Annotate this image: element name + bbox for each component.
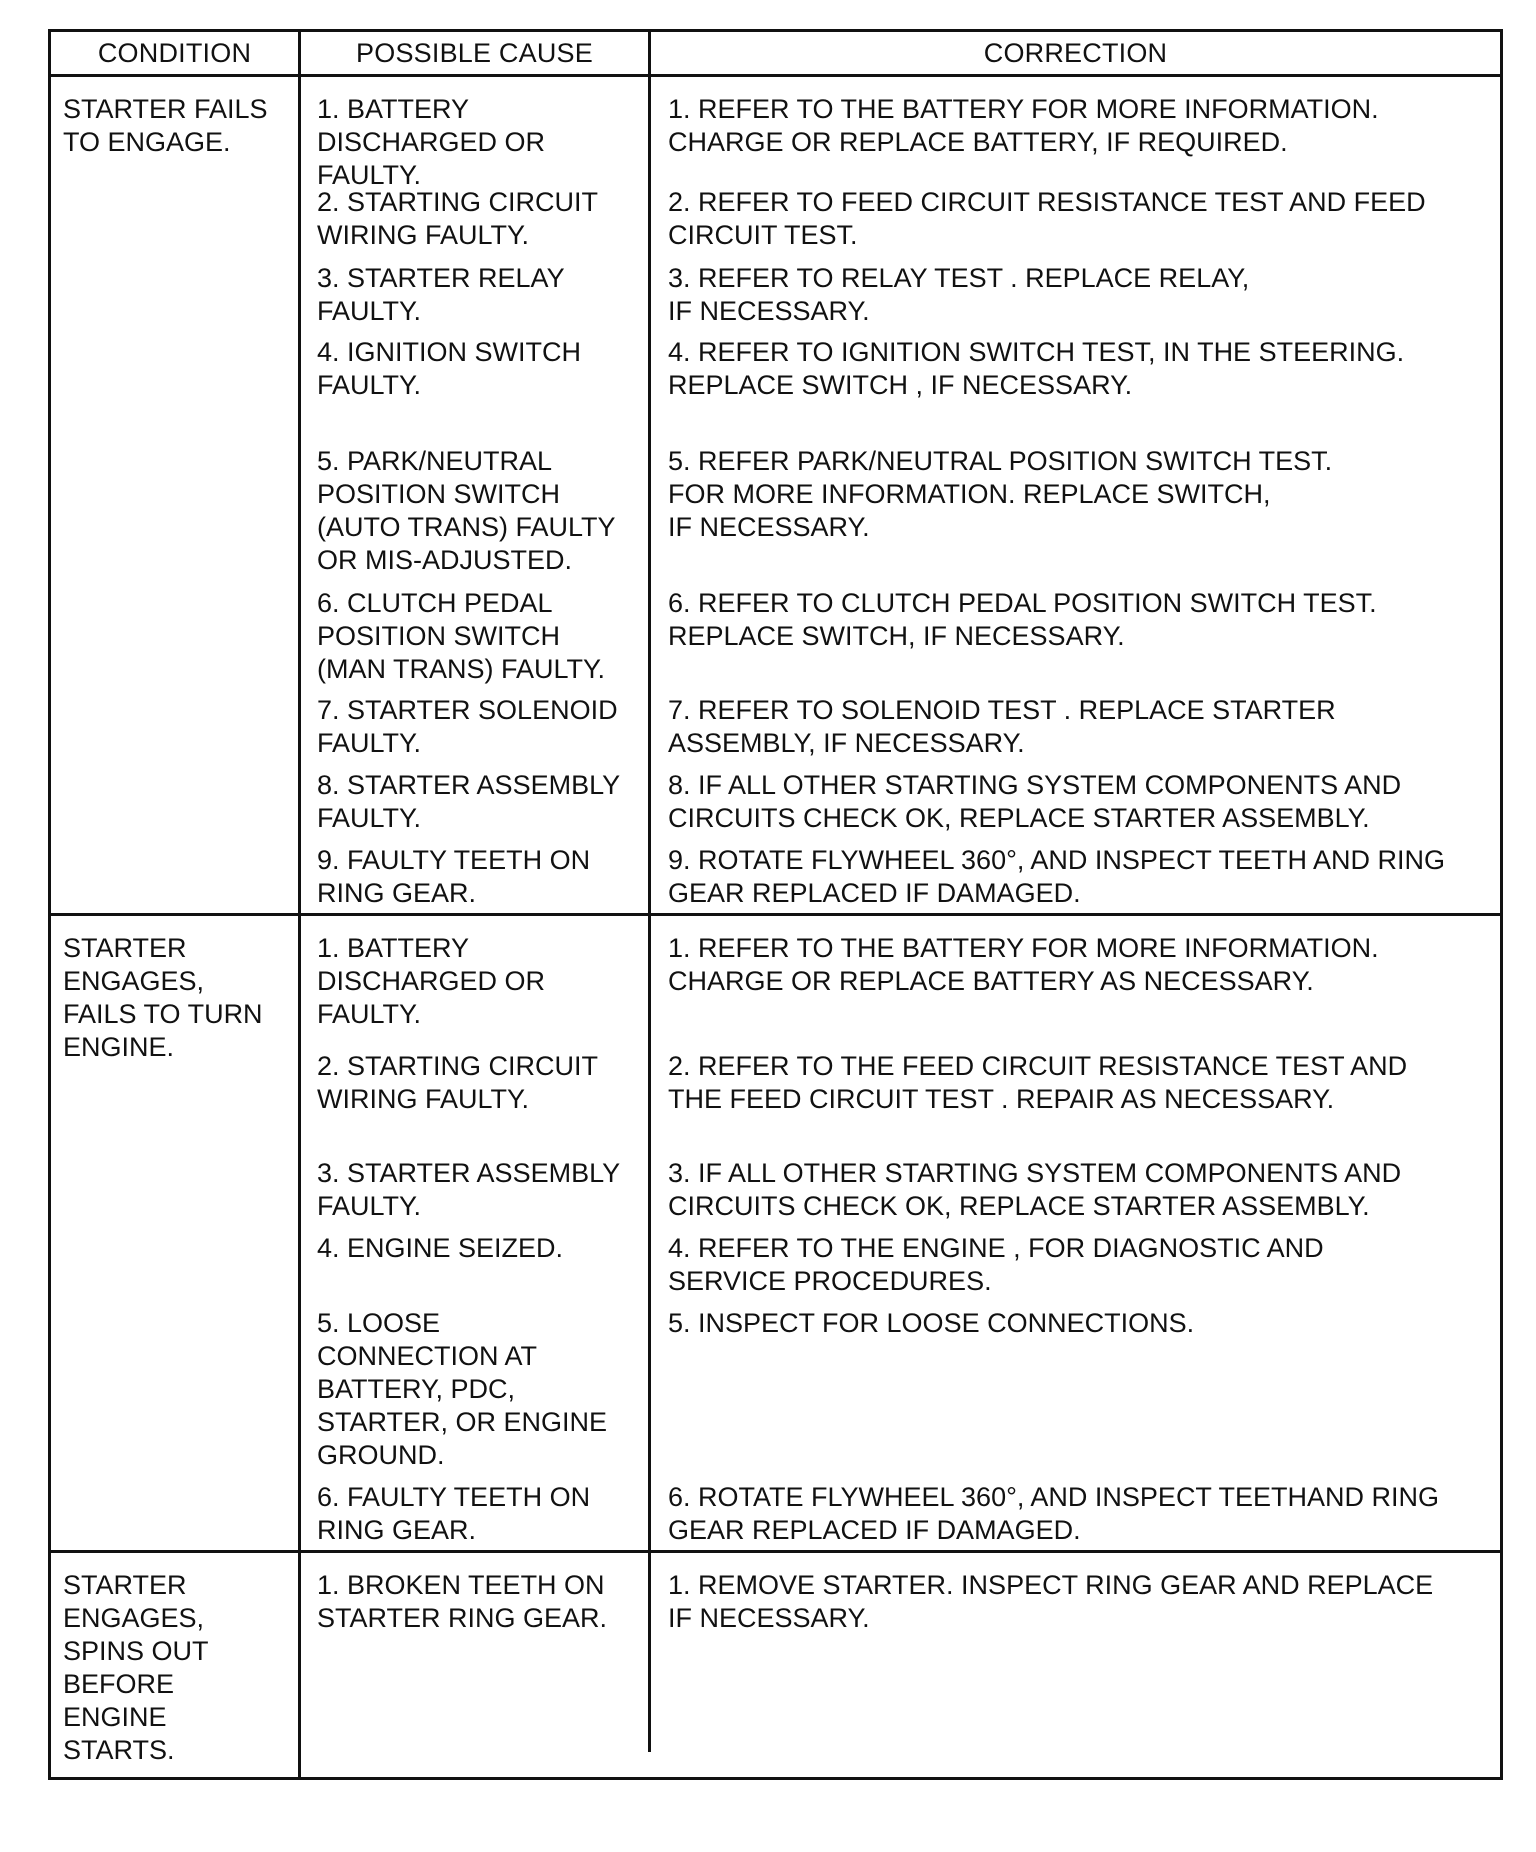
header-possible-cause: POSSIBLE CAUSE bbox=[300, 31, 650, 76]
cause-cell: 2. STARTING CIRCUIT WIRING FAULTY. bbox=[301, 186, 651, 262]
table-row bbox=[301, 186, 1500, 262]
cause-cell: 6. FAULTY TEETH ON RING GEAR. bbox=[301, 1481, 651, 1550]
correction-cell: 4. REFER TO IGNITION SWITCH TEST, IN THE STEERING. REPLACE SWITCH , IF NECESSARY. bbox=[668, 337, 1405, 400]
cause-cell: 9. FAULTY TEETH ON RING GEAR. bbox=[301, 844, 651, 913]
cause-cell: 2. STARTING CIRCUIT WIRING FAULTY. bbox=[301, 1050, 651, 1157]
table-row bbox=[301, 844, 1500, 913]
table-row bbox=[301, 1307, 1500, 1481]
cause-cell: 4. IGNITION SWITCH FAULTY. bbox=[301, 336, 651, 445]
table-row bbox=[301, 1232, 1500, 1307]
table-row bbox=[301, 1157, 1500, 1232]
condition-cell: STARTER FAILS TO ENGAGE. bbox=[50, 76, 300, 915]
correction-cell: 8. IF ALL OTHER STARTING SYSTEM COMPONENTS AND CIRCUITS CHECK OK, REPLACE STARTER ASSEMBLY. bbox=[668, 770, 1402, 833]
cause-cell: 5. LOOSE CONNECTION AT BATTERY, PDC, STARTER, OR ENGINE GROUND. bbox=[301, 1307, 651, 1481]
cause-cell: 3. STARTER ASSEMBLY FAULTY. bbox=[301, 1157, 651, 1232]
diagnosis-table bbox=[48, 29, 1503, 1780]
correction-cell: 5. INSPECT FOR LOOSE CONNECTIONS. bbox=[668, 1308, 1195, 1338]
table-row bbox=[301, 262, 1500, 336]
table-row bbox=[301, 77, 1500, 190]
cause-cell: 1. BATTERY DISCHARGED OR FAULTY. bbox=[301, 916, 651, 1050]
table-row bbox=[301, 916, 1500, 1050]
table-row bbox=[301, 1481, 1500, 1550]
table-row bbox=[301, 445, 1500, 587]
condition-group bbox=[50, 76, 1502, 915]
cause-correction-list bbox=[300, 1552, 1502, 1779]
cause-cell: 4. ENGINE SEIZED. bbox=[301, 1232, 651, 1307]
table-row bbox=[301, 1050, 1500, 1157]
table-row bbox=[301, 694, 1500, 769]
condition-group bbox=[50, 1552, 1502, 1779]
condition-group bbox=[50, 915, 1502, 1552]
cause-cell: 1. BROKEN TEETH ON STARTER RING GEAR. bbox=[301, 1553, 651, 1752]
diagnosis-table-page bbox=[48, 29, 1500, 1780]
correction-cell: 3. IF ALL OTHER STARTING SYSTEM COMPONENTS AND CIRCUITS CHECK OK, REPLACE STARTER ASSEMBLY. bbox=[668, 1158, 1402, 1221]
correction-cell: 9. ROTATE FLYWHEEL 360°, AND INSPECT TEETH AND RING GEAR REPLACED IF DAMAGED. bbox=[668, 845, 1445, 908]
table-row bbox=[301, 1553, 1500, 1752]
correction-cell: 6. ROTATE FLYWHEEL 360°, AND INSPECT TEETHAND RING GEAR REPLACED IF DAMAGED. bbox=[668, 1482, 1439, 1545]
header-condition: CONDITION bbox=[50, 31, 300, 76]
cause-correction-list bbox=[300, 76, 1502, 915]
table-row bbox=[301, 587, 1500, 694]
cause-cell: 7. STARTER SOLENOID FAULTY. bbox=[301, 694, 651, 769]
correction-cell: 5. REFER PARK/NEUTRAL POSITION SWITCH TEST. FOR MORE INFORMATION. REPLACE SWITCH, IF NECESSARY. bbox=[668, 446, 1333, 542]
table-row bbox=[301, 769, 1500, 844]
correction-cell: 3. REFER TO RELAY TEST . REPLACE RELAY, IF NECESSARY. bbox=[668, 263, 1250, 326]
correction-cell: 2. REFER TO FEED CIRCUIT RESISTANCE TEST AND FEED CIRCUIT TEST. bbox=[668, 187, 1426, 250]
correction-cell: 7. REFER TO SOLENOID TEST . REPLACE STARTER ASSEMBLY, IF NECESSARY. bbox=[668, 695, 1336, 758]
correction-cell: 1. REMOVE STARTER. INSPECT RING GEAR AND REPLACE IF NECESSARY. bbox=[668, 1570, 1434, 1633]
cause-cell: 5. PARK/NEUTRAL POSITION SWITCH (AUTO TRANS) FAULTY OR MIS-ADJUSTED. bbox=[301, 445, 651, 587]
cause-correction-list bbox=[300, 915, 1502, 1552]
condition-cell: STARTER ENGAGES, SPINS OUT BEFORE ENGINE STARTS. bbox=[50, 1552, 300, 1779]
correction-cell: 1. REFER TO THE BATTERY FOR MORE INFORMATION. CHARGE OR REPLACE BATTERY, IF REQUIRED. bbox=[668, 94, 1379, 157]
cause-cell: 1. BATTERY DISCHARGED OR FAULTY. bbox=[301, 77, 651, 186]
cause-cell: 8. STARTER ASSEMBLY FAULTY. bbox=[301, 769, 651, 844]
cause-cell: 3. STARTER RELAY FAULTY. bbox=[301, 262, 651, 336]
cause-cell: 6. CLUTCH PEDAL POSITION SWITCH (MAN TRANS) FAULTY. bbox=[301, 587, 651, 694]
header-correction: CORRECTION bbox=[650, 31, 1502, 76]
header-row bbox=[50, 31, 1502, 76]
table-row bbox=[301, 336, 1500, 445]
correction-cell: 6. REFER TO CLUTCH PEDAL POSITION SWITCH TEST. REPLACE SWITCH, IF NECESSARY. bbox=[668, 588, 1377, 651]
condition-cell: STARTER ENGAGES, FAILS TO TURN ENGINE. bbox=[50, 915, 300, 1552]
correction-cell: 2. REFER TO THE FEED CIRCUIT RESISTANCE TEST AND THE FEED CIRCUIT TEST . REPAIR AS NECESSARY. bbox=[668, 1051, 1408, 1114]
correction-cell: 1. REFER TO THE BATTERY FOR MORE INFORMATION. CHARGE OR REPLACE BATTERY AS NECESSARY. bbox=[668, 933, 1379, 996]
correction-cell: 4. REFER TO THE ENGINE , FOR DIAGNOSTIC AND SERVICE PROCEDURES. bbox=[668, 1233, 1324, 1296]
